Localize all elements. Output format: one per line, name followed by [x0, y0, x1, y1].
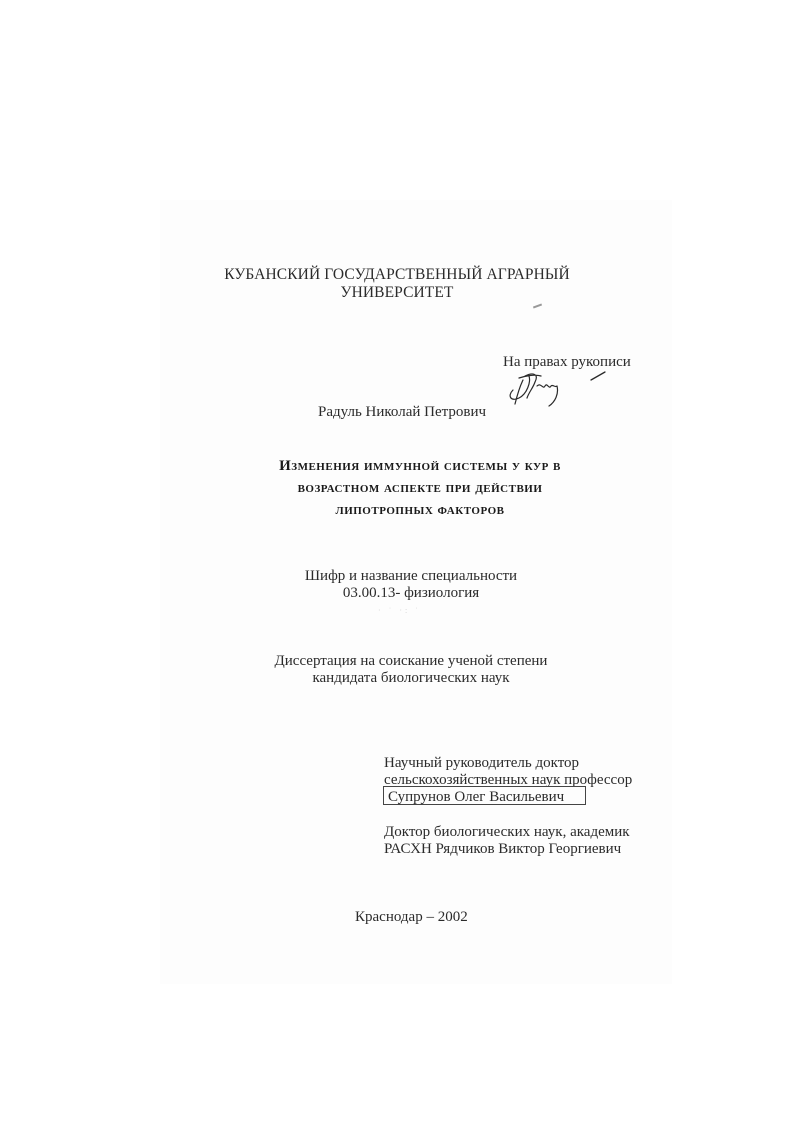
dissertation-title-line1: Изменения иммунной системы у кур в [279, 458, 561, 474]
signature-icon [505, 368, 620, 408]
specialty-label: Шифр и название специальности [304, 568, 518, 584]
consultant-title-line2: РАСХН Рядчиков Виктор Георгиевич [384, 841, 622, 857]
degree-line1: Диссертация на соискание ученой степени [274, 653, 548, 669]
faded-stamp-mark: · ˙ ·: ˙ [378, 606, 421, 615]
manuscript-rights-note: На правах рукописи [503, 354, 631, 370]
supervisor-title-line1: Научный руководитель доктор [384, 755, 580, 771]
supervisor-name: Супрунов Олег Васильевич [388, 789, 565, 805]
author-name: Радуль Николай Петрович [318, 404, 487, 420]
university-name-line2: УНИВЕРСИТЕТ [340, 284, 454, 301]
university-name-line1: КУБАНСКИЙ ГОСУДАРСТВЕННЫЙ АГРАРНЫЙ [224, 266, 570, 283]
city-year-footer: Краснодар – 2002 [355, 909, 468, 925]
dissertation-title-line3: липотропных факторов [335, 502, 505, 518]
consultant-title-line1: Доктор биологических наук, академик [384, 824, 630, 840]
dissertation-title-line2: возрастном аспекте при действии [297, 480, 543, 496]
degree-line2: кандидата биологических наук [312, 670, 510, 686]
specialty-code: 03.00.13- физиология [342, 585, 480, 601]
supervisor-title-line2: сельскохозяйственных наук профессор [384, 772, 633, 788]
